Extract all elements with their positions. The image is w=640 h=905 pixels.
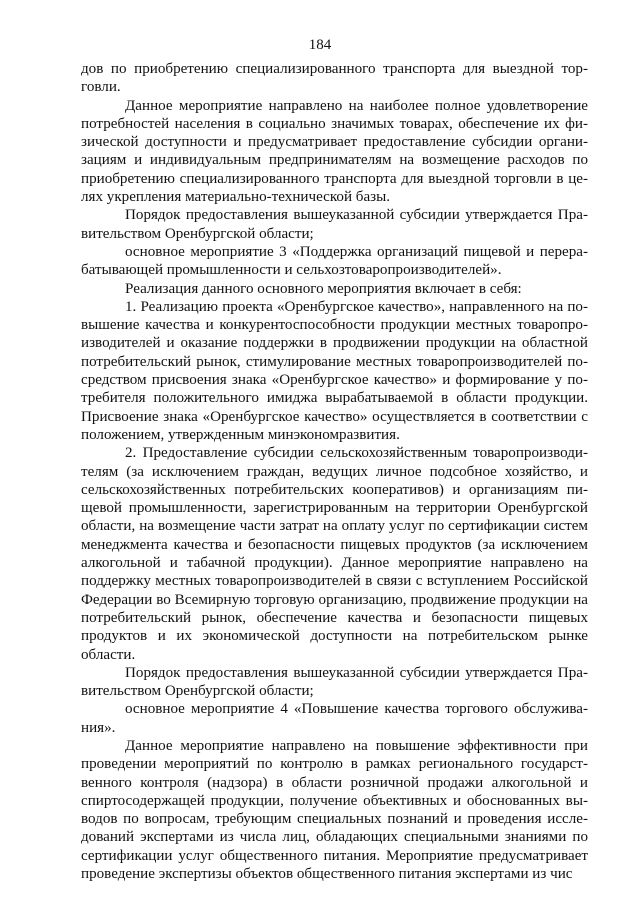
paragraph: Реализация данного основного мероприятия включает в себя: <box>125 280 522 297</box>
paragraph-continuation: дов по приобретению специализированного транспорта для выездной торговли. <box>81 61 588 96</box>
paragraph: Порядок предоставления вышеуказанной субсидии утверждается Правительством Оренбургской области; <box>81 207 588 242</box>
paragraph: Данное мероприятие направлено на наиболее полное удовлетворение потребностей населения в социально значимых товарах, обеспечение их физической доступности и предусматривает предоставление субсидии организациям и индивидуальным предпринимателям на возмещение расходов по приобретению специализированного транспорта для выездной торговли в целях укрепления материально-технической базы. <box>81 97 588 206</box>
paragraph: основное мероприятие 4 «Повышение качества торгового обслуживания». <box>81 701 588 736</box>
body-text <box>81 60 588 883</box>
paragraph: Данное мероприятие направлено на повышение эффективности при проведении мероприятий по контролю в рамках регионального государственного контроля (надзора) в области розничной продажи алкогольной и спиртосодержащей продукции, получение объективных и обоснованных выводов по вопросам, требующим специальных познаний и проведения исследований экспертами из числа лиц, обладающих специальными знаниями по сертификации услуг общественного питания. Мероприятие предусматривает проведение экспертизы объектов общественного питания экспертами из чис <box>81 737 588 883</box>
paragraph: основное мероприятие 3 «Поддержка организаций пищевой и перерабатывающей промышленности и сельхозтоваропроизводителей». <box>81 243 588 279</box>
paragraph: 2. Предоставление субсидии сельскохозяйственным товаропроизводителям (за исключением граждан, ведущих личное подсобное хозяйство, и сельскохозяйственных потребительских кооперативов) и организациям пищевой промышленности, зарегистрированным на территории Оренбургской области, на возмещение части затрат на оплату услуг по сертификации систем менеджмента качества и безопасности пищевых продуктов (за исключением алкогольной и табачной продукции). Данное мероприятие направлено на поддержку местных товаропроизводителей в связи с вступлением Российской Федерации во Всемирную торговую организацию, продвижение продукции на потребительский рынок, обеспечение качества и безопасности пищевых продуктов и их экономической доступности на потребительском рынке области. <box>81 445 588 663</box>
paragraph: Порядок предоставления вышеуказанной субсидии утверждается Правительством Оренбургской области; <box>81 664 588 700</box>
paragraph: 1. Реализацию проекта «Оренбургское качество», направленного на повышение качества и конкурентоспособности продукции местных товаропроизводителей и оказание поддержки в продвижении продукции на областной потребительский рынок, стимулирование местных товаропроизводителей посредством присвоения знака «Оренбургское качество» и формирование у потребителя положительного имиджа вырабатываемой в области продукции. Присвоение знака «Оренбургское качество» осуществляется в соответствии с положением, утвержденным минэкономразвития. <box>81 298 588 443</box>
page-number: 184 <box>308 37 332 53</box>
